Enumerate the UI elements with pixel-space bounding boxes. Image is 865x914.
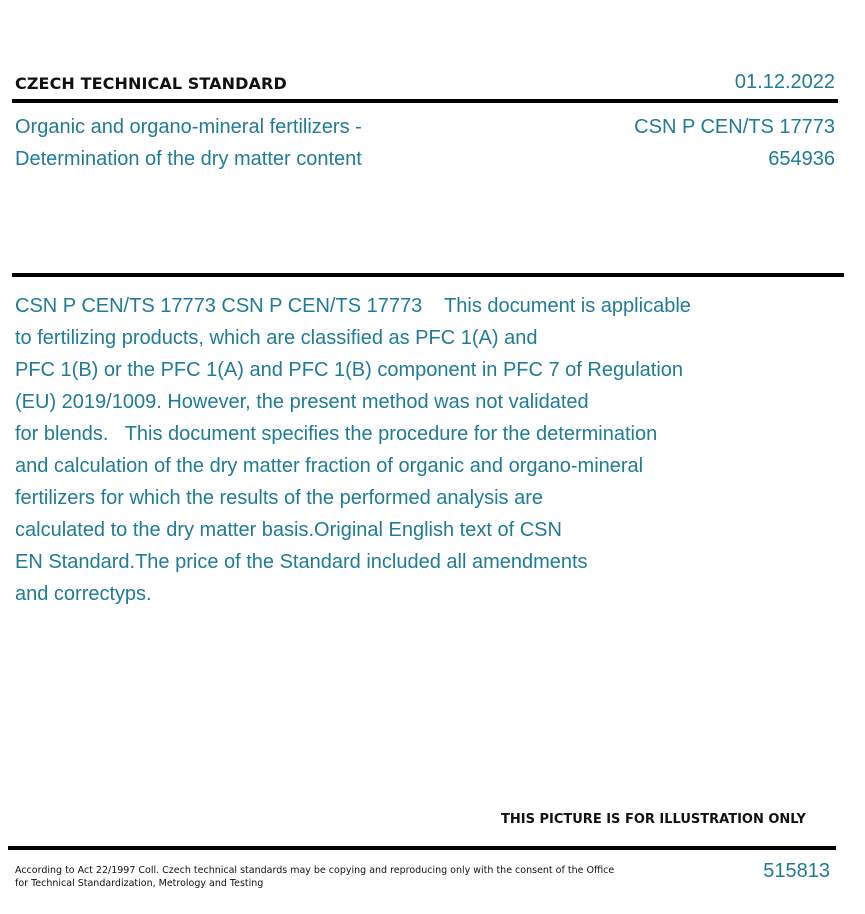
description-line: CSN P CEN/TS 17773 CSN P CEN/TS 17773 This document is applicable: [15, 295, 691, 317]
document-type-label: CZECH TECHNICAL STANDARD: [15, 74, 287, 93]
description-line: fertilizers for which the results of the performed analysis are: [15, 487, 543, 509]
header-divider: [12, 99, 838, 103]
publication-date: 01.12.2022: [734, 71, 835, 93]
description-line: for blends. This document specifies the procedure for the determination: [15, 423, 658, 445]
standard-code: CSN P CEN/TS 17773: [634, 116, 835, 138]
illustration-notice: THIS PICTURE IS FOR ILLUSTRATION ONLY: [501, 812, 806, 827]
document-id: 515813: [763, 860, 830, 882]
description-line: and correctурs.: [15, 583, 152, 605]
description-line: calculated to the dry matter basis.Original English text of CSN: [15, 519, 562, 541]
description-line: PFC 1(B) or the PFC 1(A) and PFC 1(B) component in PFC 7 of Regulation: [15, 359, 684, 381]
legal-notice-line: for Technical Standardization, Metrology and Testing: [15, 878, 264, 889]
legal-notice: [15, 864, 615, 890]
standard-description: [15, 290, 775, 610]
catalog-number: 654936: [768, 148, 835, 170]
description-line: to fertilizing products, which are classified as PFC 1(A) and: [15, 327, 538, 349]
description-line: EN Standard.The price of the Standard included all amendments: [15, 551, 588, 573]
legal-notice-line: According to Act 22/1997 Coll. Czech technical standards may be copying and reproducing only with the consent of the Office: [15, 865, 615, 876]
footer-divider: [8, 846, 836, 850]
description-line: and calculation of the dry matter fraction of organic and organo-mineral: [15, 455, 644, 477]
standard-title-line-1: Organic and organo-mineral fertilizers -: [15, 116, 362, 138]
standard-title-line-2: Determination of the dry matter content: [15, 148, 362, 170]
description-line: (EU) 2019/1009. However, the present method was not validated: [15, 391, 589, 413]
title-divider: [12, 273, 844, 277]
